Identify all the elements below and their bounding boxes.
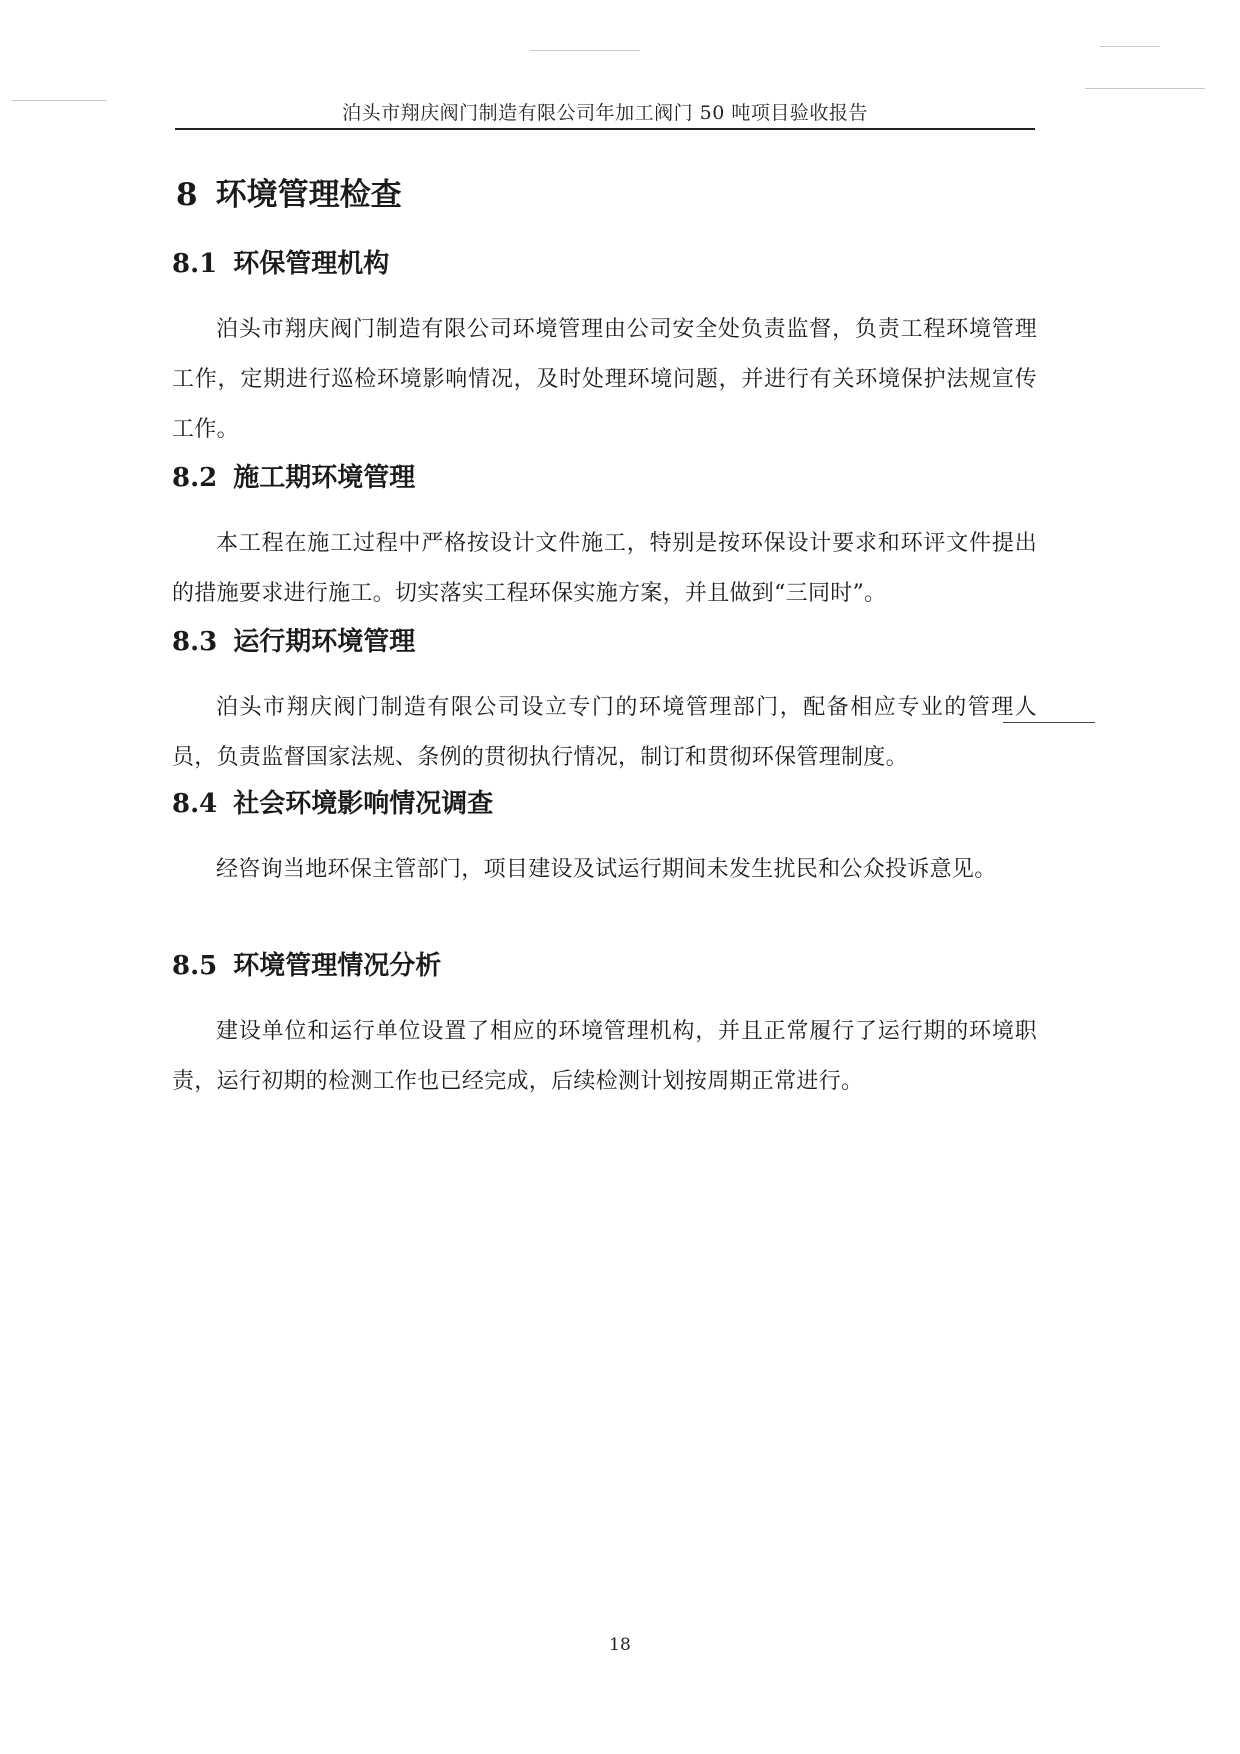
subsection-title: 运行期环境管理 <box>233 627 416 657</box>
subsection-number: 8.5 <box>172 951 218 981</box>
subsection-heading <box>172 460 415 496</box>
subsection-title: 环境管理情况分析 <box>233 951 442 981</box>
scan-artifact <box>530 50 640 51</box>
paragraph: 经咨询当地环保主管部门，项目建设及试运行期间未发生扰民和公众投诉意见。 <box>216 857 997 882</box>
scan-artifact <box>1085 88 1205 89</box>
paragraph: 泊头市翔庆阀门制造有限公司设立专门的环境管理部门，配备相应专业的管理人员，负责监督国家法规、条例的贯彻执行情况，制订和贯彻环保管理制度。 <box>172 695 1037 770</box>
paragraph: 建设单位和运行单位设置了相应的环境管理机构，并且正常履行了运行期的环境职责，运行初期的检测工作也已经完成，后续检测计划按周期正常进行。 <box>172 1019 1037 1094</box>
subsection-number: 8.1 <box>172 249 218 279</box>
scan-artifact <box>1100 46 1160 47</box>
subsection-title: 环保管理机构 <box>233 249 390 279</box>
pen-mark <box>1003 722 1095 723</box>
subsection-title: 社会环境影响情况调查 <box>233 789 494 819</box>
subsection-number: 8.3 <box>172 627 218 657</box>
subsection-number: 8.2 <box>172 463 218 493</box>
subsection-title: 施工期环境管理 <box>233 463 416 493</box>
scan-artifact <box>12 100 107 101</box>
subsection-heading <box>172 786 493 822</box>
subsection-number: 8.4 <box>172 789 218 819</box>
running-header: 泊头市翔庆阀门制造有限公司年加工阀门 50 吨项目验收报告 <box>342 102 868 124</box>
paragraph: 泊头市翔庆阀门制造有限公司环境管理由公司安全处负责监督，负责工程环境管理工作，定期进行巡检环境影响情况，及时处理环境问题，并进行有关环境保护法规宣传工作。 <box>172 317 1037 442</box>
subsection-heading <box>172 948 441 984</box>
section-heading <box>176 175 402 215</box>
subsection-heading <box>172 624 415 660</box>
page-number: 18 <box>609 1635 631 1655</box>
paragraph: 本工程在施工过程中严格按设计文件施工，特别是按环保设计要求和环评文件提出的措施要求进行施工。切实落实工程环保实施方案，并且做到“三同时”。 <box>172 531 1037 606</box>
subsection-heading <box>172 246 389 282</box>
header-rule <box>175 128 1035 130</box>
section-number: 8 <box>176 177 198 213</box>
section-title: 环境管理检查 <box>215 177 402 213</box>
